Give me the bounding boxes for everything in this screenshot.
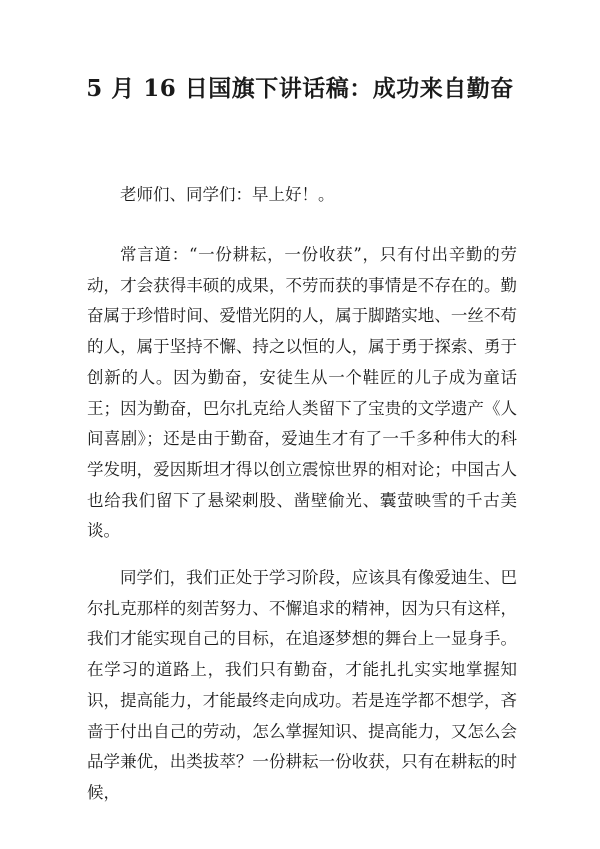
page-title: 5 月 16 日国旗下讲话稿：成功来自勤奋 [86, 75, 514, 102]
greeting-paragraph: 老师们、同学们：早上好！。 [120, 185, 335, 204]
body-paragraph: 同学们，我们正处于学习阶段，应该具有像爱迪生、巴尔扎克那样的刻苦努力、不懈追求的精神，因为只有这样，我们才能实现自己的目标，在追逐梦想的舞台上一显身手。在学习的道路上，我们只有勤奋，才能扎扎实实地掌握知识，提高能力，才能最终走向成功。若是连学都不想学，吝啬于付出自己的劳动，怎么掌握知识、提高能力，又怎么会品学兼优，出类拔萃？一份耕耘一份收获，只有在耕耘的时候， [87, 568, 517, 802]
body-paragraph: 常言道：“一份耕耘，一份收获”，只有付出辛勤的劳动，才会获得丰硕的成果，不劳而获的事情是不存在的。勤奋属于珍惜时间、爱惜光阴的人，属于脚踏实地、一丝不苟的人，属于坚持不懈、持之以恒的人，属于勇于探索、勇于创新的人。因为勤奋，安徒生从一个鞋匠的儿子成为童话王；因为勤奋，巴尔扎克给人类留下了宝贵的文学遗产《人间喜剧》；还是由于勤奋，爱迪生才有了一千多种伟大的科学发明，爱因斯坦才得以创立震惊世界的相对论；中国古人也给我们留下了悬梁刺股、凿壁偷光、囊萤映雪的千古美谈。 [87, 245, 517, 541]
